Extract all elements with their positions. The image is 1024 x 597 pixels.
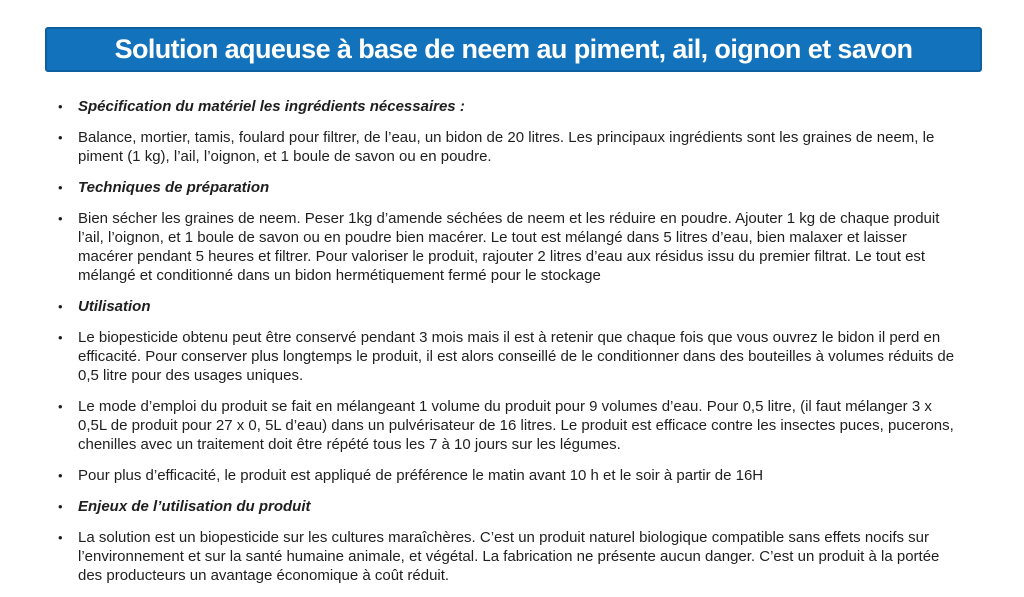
bullet-icon [58, 497, 72, 516]
bullet-text: Spécification du matériel les ingrédients nécessaires : [78, 98, 465, 115]
bullet-item [58, 97, 958, 116]
bullet-text: Le biopesticide obtenu peut être conservé pendant 3 mois mais il est à retenir que chaque fois que vous ouvrez le bidon il perd en efficacité. Pour conserver plus longtemps le produit, il est alors conseillé de le conditionner dans des bouteilles à volumes réduits de 0,5 litre pour des usages uniques. [78, 329, 955, 384]
bullet-icon [58, 397, 72, 416]
bullet-text: Balance, mortier, tamis, foulard pour filtrer, de l’eau, un bidon de 20 litres. Les principaux ingrédients sont les graines de neem, le piment (1 kg), l’ail, l’oignon, et 1 boule de savon ou en poudre. [78, 129, 935, 165]
bullet-icon [58, 209, 72, 228]
bullet-icon [58, 128, 72, 147]
bullet-text: Enjeux de l’utilisation du produit [78, 498, 311, 515]
bullet-icon [58, 528, 72, 547]
bullet-item [58, 397, 958, 454]
bullet-text: Le mode d’emploi du produit se fait en mélangeant 1 volume du produit pour 9 volumes d’eau. Pour 0,5 litre, (il faut mélanger 3 x 0,5L de produit pour 27 x 0, 5L d’eau) dans un pulvérisateur de 16 litres. Le produit est efficace contre les insectes puces, pucerons, chenilles avec un traitement doit être répété tous les 7 à 10 jours sur les légumes. [78, 398, 954, 453]
bullet-item [58, 328, 958, 385]
bullet-text: Pour plus d’efficacité, le produit est appliqué de préférence le matin avant 10 h et le soir à partir de 16H [78, 467, 764, 484]
bullet-item [58, 528, 958, 585]
bullet-text: Utilisation [78, 298, 151, 315]
bullet-text: Bien sécher les graines de neem. Peser 1kg d’amende séchées de neem et les réduire en poudre. Ajouter 1 kg de chaque produit l’ail, l’oignon, et 1 boule de savon ou en poudre bien macérer. Le tout est mélangé dans 5 litres d’eau, bien malaxer et laisser macérer pendant 5 heures et filtrer. Pour valoriser le produit, rajouter 2 litres d’eau aux résidus issu du premier filtrat. Le tout est mélangé et conditionné dans un bidon hermétiquement fermé pour le stockage [78, 210, 940, 284]
bullet-text: La solution est un biopesticide sur les cultures maraîchères. C’est un produit naturel biologique compatible sans effets nocifs sur l’environnement et sur la santé humaine animale, et végétal. La fabrication ne présente aucun danger. C’est un produit à la portée des producteurs un avantage économique à coût réduit. [78, 529, 940, 584]
bullet-item [58, 128, 958, 166]
bullet-item [58, 209, 958, 285]
bullet-icon [58, 178, 72, 197]
bullet-list [58, 97, 958, 597]
bullet-icon [58, 97, 72, 116]
slide-title-banner [45, 27, 982, 72]
bullet-text: Techniques de préparation [78, 179, 270, 196]
bullet-item [58, 497, 958, 516]
bullet-icon [58, 328, 72, 347]
bullet-item [58, 466, 958, 485]
bullet-item [58, 297, 958, 316]
bullet-icon [58, 466, 72, 485]
bullet-item [58, 178, 958, 197]
slide-title: Solution aqueuse à base de neem au piment, ail, oignon et savon [114, 34, 913, 64]
bullet-icon [58, 297, 72, 316]
